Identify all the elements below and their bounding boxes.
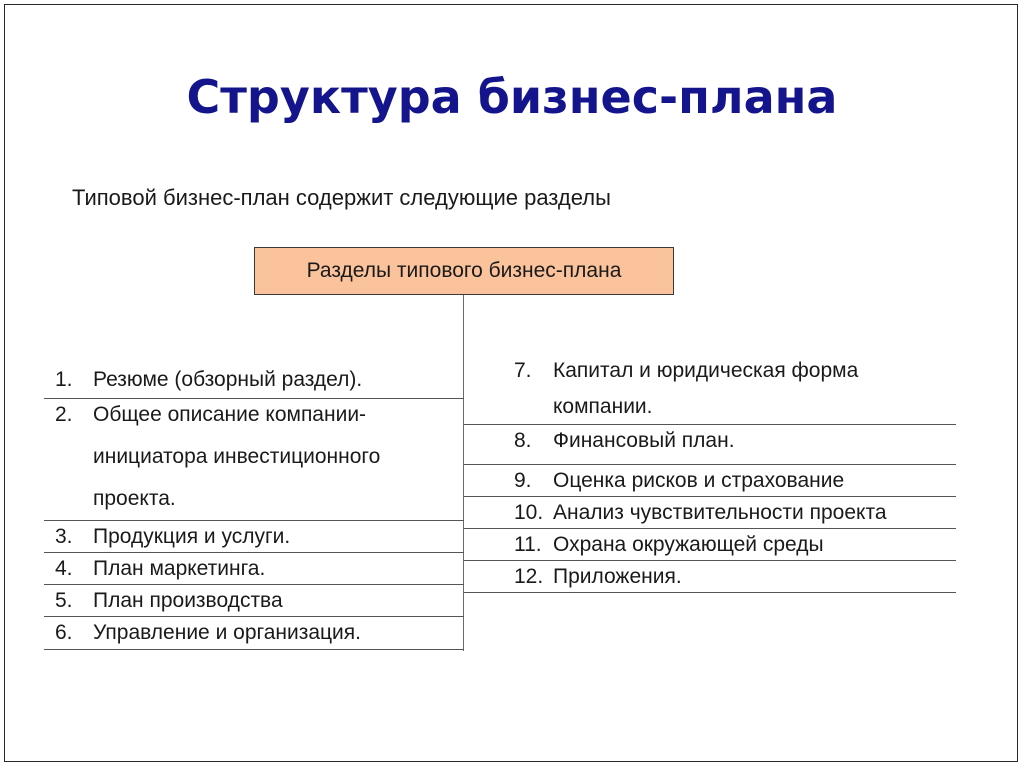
list-item — [464, 561, 956, 593]
left-sections-list — [44, 364, 464, 650]
list-item — [44, 364, 464, 399]
item-text: проекта. — [93, 487, 176, 510]
item-number: 12. — [514, 565, 544, 588]
slide-subtitle: Типовой бизнес-план содержит следующие разделы — [72, 185, 611, 210]
item-text: План производства — [93, 589, 283, 612]
item-text: Резюме (обзорный раздел). — [93, 368, 363, 391]
item-text: компании. — [553, 395, 653, 418]
list-item — [44, 521, 464, 553]
item-text: Финансовый план. — [553, 429, 735, 452]
list-item — [464, 425, 956, 465]
item-number: 7. — [514, 359, 532, 382]
list-item — [44, 617, 464, 650]
item-number: 1. — [55, 368, 73, 391]
slide-title: Структура бизнес-плана — [186, 70, 838, 124]
item-number: 4. — [55, 557, 73, 580]
item-number: 9. — [514, 469, 532, 492]
item-number: 8. — [514, 429, 532, 452]
right-sections-list — [464, 355, 956, 593]
item-text: Приложения. — [553, 565, 682, 588]
item-text: Анализ чувствительности проекта — [553, 501, 887, 524]
item-number: 10. — [514, 501, 544, 524]
item-text: Охрана окружающей среды — [553, 533, 824, 556]
item-text: Оценка рисков и страхование — [553, 469, 845, 492]
item-text: Капитал и юридическая форма — [553, 359, 859, 382]
item-number: 5. — [55, 589, 73, 612]
list-item — [44, 585, 464, 617]
item-text: Продукция и услуги. — [93, 525, 291, 548]
item-number: 3. — [55, 525, 73, 548]
item-number: 2. — [55, 403, 73, 426]
item-number: 6. — [55, 621, 73, 644]
sections-header-box: Разделы типового бизнес-плана — [254, 247, 674, 295]
list-item — [464, 529, 956, 561]
item-number: 11. — [514, 533, 542, 556]
list-item — [464, 355, 956, 425]
item-text: Управление и организация. — [93, 621, 361, 644]
item-text: Общее описание компании- — [93, 403, 367, 426]
list-item — [44, 399, 464, 521]
item-text: инициатора инвестиционного — [93, 445, 381, 468]
list-item — [464, 465, 956, 497]
list-item — [44, 553, 464, 585]
item-text: План маркетинга. — [93, 557, 266, 580]
list-item — [464, 497, 956, 529]
